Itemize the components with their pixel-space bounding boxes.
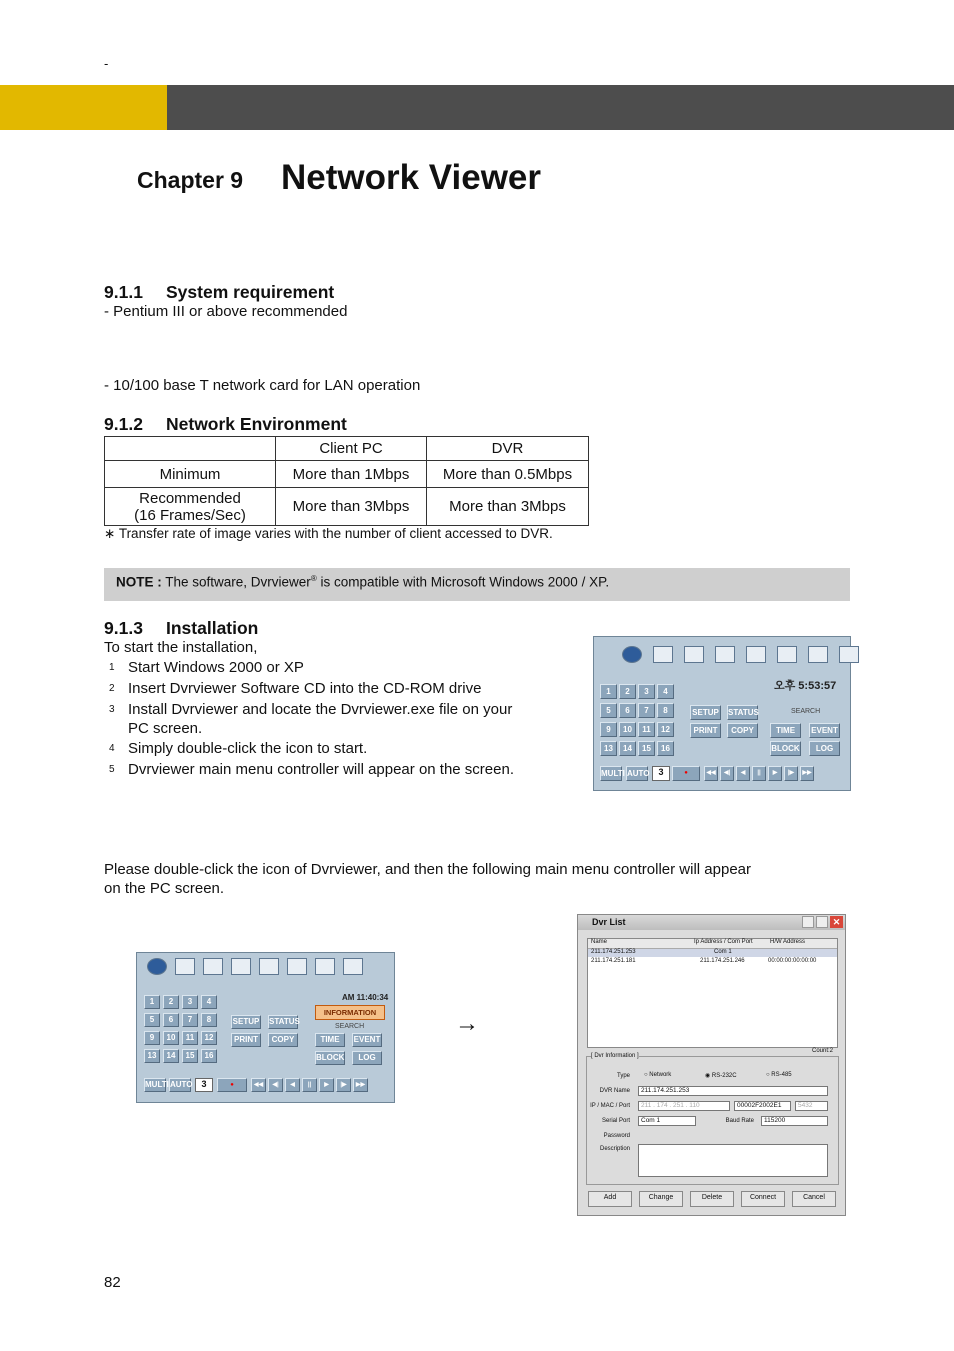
channel-button[interactable]: 13 xyxy=(600,741,617,756)
block-button[interactable]: BLOCK xyxy=(770,741,801,756)
time-button[interactable]: TIME xyxy=(770,723,801,738)
step-number: 3 xyxy=(109,704,115,715)
step-forward-icon[interactable]: |▶ xyxy=(784,766,798,781)
table-row xyxy=(105,488,589,526)
change-button[interactable]: Change xyxy=(639,1191,683,1207)
column-header: Ip Address / Com Port xyxy=(694,939,753,945)
fast-forward-icon[interactable]: ▶▶ xyxy=(353,1078,368,1092)
cell: 211.174.251.253 xyxy=(591,949,636,955)
rewind-icon[interactable]: ◀◀ xyxy=(251,1078,266,1092)
cancel-button[interactable]: Cancel xyxy=(792,1191,836,1207)
page-number: 82 xyxy=(104,1274,121,1291)
radio-label: RS-232C xyxy=(711,1073,737,1079)
header-dash: - xyxy=(104,56,109,71)
header-bar-accent xyxy=(0,85,167,130)
connect-button[interactable]: Connect xyxy=(741,1191,785,1207)
channel-button[interactable]: 4 xyxy=(201,995,217,1009)
section-heading-911 xyxy=(104,282,334,303)
channel-button[interactable]: 4 xyxy=(657,684,674,699)
channel-button[interactable]: 16 xyxy=(657,741,674,756)
step-back-icon[interactable]: ◀| xyxy=(720,766,734,781)
channel-button[interactable]: 1 xyxy=(144,995,160,1009)
radio-label: RS-485 xyxy=(771,1072,792,1078)
note-body: is compatible with Microsoft Windows 2000 / XP. xyxy=(316,574,610,590)
play-back-icon[interactable]: ◀ xyxy=(736,766,750,781)
radio-rs232c[interactable]: ◉ RS-232C xyxy=(705,1073,737,1079)
delete-button[interactable]: Delete xyxy=(690,1191,734,1207)
search-label: SEARCH xyxy=(791,708,821,715)
port-field[interactable]: 5432 xyxy=(795,1101,828,1111)
step-text: Start Windows 2000 or XP xyxy=(128,659,304,676)
cell: 00:00:00:00:00:00 xyxy=(768,958,817,964)
description-label: Description xyxy=(599,1146,630,1152)
step-number: 2 xyxy=(109,683,115,694)
split-icon[interactable] xyxy=(259,958,279,975)
split-count-stepper[interactable]: 3 xyxy=(652,766,670,781)
channel-button[interactable]: 9 xyxy=(144,1031,160,1045)
channel-button[interactable]: 14 xyxy=(619,741,636,756)
radio-network[interactable]: ○ Network xyxy=(644,1072,672,1078)
monitor-icon[interactable] xyxy=(653,646,673,663)
intro-paragraph-line: Please double-click the icon of Dvrviewer, and then the following main menu controller will appear xyxy=(104,861,752,878)
channel-button[interactable]: 6 xyxy=(619,703,636,718)
auto-button[interactable]: AUTO xyxy=(169,1078,191,1092)
channel-button[interactable]: 6 xyxy=(163,1013,179,1027)
step-text: PC screen. xyxy=(128,720,203,737)
table-cell: More than 0.5Mbps xyxy=(427,461,589,488)
group-label: [ Dvr Information ] xyxy=(591,1053,639,1059)
dvr-name-field[interactable]: 211.174.251.253 xyxy=(638,1086,828,1096)
clock-readout: 오후 5:53:57 xyxy=(774,680,837,692)
section-title: System requirement xyxy=(166,282,335,302)
split-count-stepper[interactable]: 3 xyxy=(195,1078,213,1092)
rewind-icon[interactable]: ◀◀ xyxy=(704,766,718,781)
dialog-titlebar xyxy=(578,915,845,930)
dialog-title: Dvr List xyxy=(592,917,626,927)
maximize-icon[interactable] xyxy=(816,916,828,928)
controller-screenshot-2 xyxy=(136,952,395,1103)
status-button[interactable]: STATUS xyxy=(268,1015,298,1029)
registered-mark: ® xyxy=(310,574,317,583)
password-label: Password xyxy=(603,1133,630,1139)
window-icon[interactable] xyxy=(231,958,251,975)
channel-button[interactable]: 10 xyxy=(619,722,636,737)
section-heading-913 xyxy=(104,618,258,639)
header-bar xyxy=(167,85,954,130)
table-row xyxy=(105,461,589,488)
radio-rs485[interactable]: ○ RS-485 xyxy=(766,1072,792,1078)
play-icon[interactable]: ▶ xyxy=(319,1078,334,1092)
auto-button[interactable]: AUTO xyxy=(626,766,648,781)
channel-button[interactable]: 11 xyxy=(182,1031,198,1045)
cell: Com 1 xyxy=(714,949,732,955)
section-title: Installation xyxy=(166,618,259,638)
dvr-name-label: DVR Name xyxy=(599,1088,630,1094)
step-text: Dvrviewer main menu controller will appear on the screen. xyxy=(128,761,515,778)
network-table xyxy=(104,436,589,526)
table-footnote: ∗ Transfer rate of image varies with the number of client accessed to DVR. xyxy=(104,526,553,541)
dvr-list-dialog xyxy=(577,914,846,1216)
close-icon[interactable]: ✕ xyxy=(830,916,843,928)
channel-button[interactable]: 2 xyxy=(619,684,636,699)
dvr-list[interactable] xyxy=(587,938,838,1048)
step-text: Simply double-click the icon to start. xyxy=(128,740,368,757)
cell: 211.174.251.246 xyxy=(700,958,745,964)
channel-button[interactable]: 1 xyxy=(600,684,617,699)
search-label: SEARCH xyxy=(335,1023,365,1030)
globe-icon[interactable] xyxy=(622,646,642,663)
channel-button[interactable]: 8 xyxy=(201,1013,217,1027)
log-button[interactable]: LOG xyxy=(809,741,840,756)
ip-label: IP / MAC / Port xyxy=(590,1103,630,1109)
cell-line: (16 Frames/Sec) xyxy=(134,506,246,524)
channel-button[interactable]: 5 xyxy=(600,703,617,718)
minimize-icon[interactable] xyxy=(802,916,814,928)
column-header: H/W Address xyxy=(770,939,806,945)
section-heading-912 xyxy=(104,414,347,435)
add-button[interactable]: Add xyxy=(588,1191,632,1207)
channel-button[interactable]: 12 xyxy=(201,1031,217,1045)
block-button[interactable]: BLOCK xyxy=(315,1051,345,1065)
channel-button[interactable]: 5 xyxy=(144,1013,160,1027)
print-button[interactable]: PRINT xyxy=(231,1033,261,1047)
channel-button[interactable]: 10 xyxy=(163,1031,179,1045)
search-icon[interactable] xyxy=(684,646,704,663)
channel-button[interactable]: 15 xyxy=(638,741,655,756)
multi-button[interactable]: MULTI xyxy=(144,1078,166,1092)
setup-button[interactable]: SETUP xyxy=(690,705,721,720)
section-number: 9.1.1 xyxy=(104,282,143,302)
serial-port-label: Serial Port xyxy=(601,1118,630,1124)
list-count: Count:2 xyxy=(812,1048,834,1054)
channel-button[interactable]: 7 xyxy=(638,703,655,718)
section-title: Network Environment xyxy=(166,414,347,434)
step-number: 4 xyxy=(109,743,115,754)
clock-readout: AM 11:40:34 xyxy=(342,993,389,1002)
note-body: The software, Dvrviewer xyxy=(161,574,311,590)
list-header xyxy=(588,939,837,949)
table-header-cell: Client PC xyxy=(276,437,427,461)
globe-icon[interactable] xyxy=(147,958,167,975)
section-number: 9.1.2 xyxy=(104,414,143,434)
mac-field[interactable]: 00002F2002E1 xyxy=(734,1101,791,1111)
check-icon[interactable] xyxy=(808,646,828,663)
event-button[interactable]: EVENT xyxy=(809,723,840,738)
serial-port-select[interactable]: Com 1 xyxy=(638,1116,696,1126)
list-item[interactable] xyxy=(588,949,837,957)
channel-button[interactable]: 15 xyxy=(182,1049,198,1063)
channel-button[interactable]: 12 xyxy=(657,722,674,737)
arrow-right-icon: → xyxy=(455,1010,479,1037)
step-forward-icon[interactable]: |▶ xyxy=(336,1078,351,1092)
monitor-icon[interactable] xyxy=(175,958,195,975)
cell: 211.174.251.181 xyxy=(591,958,636,964)
channel-button[interactable]: 3 xyxy=(182,995,198,1009)
cell-line: Recommended xyxy=(139,489,241,507)
table-cell: More than 3Mbps xyxy=(276,488,427,526)
requirement-network: - 10/100 base T network card for LAN operation xyxy=(104,377,421,394)
channel-button[interactable]: 2 xyxy=(163,995,179,1009)
baud-rate-select[interactable]: 115200 xyxy=(761,1116,828,1126)
multi-button[interactable]: MULTI xyxy=(600,766,622,781)
channel-button[interactable]: 16 xyxy=(201,1049,217,1063)
copy-button[interactable]: COPY xyxy=(727,723,758,738)
channel-button[interactable]: 13 xyxy=(144,1049,160,1063)
table-header-cell xyxy=(105,437,276,461)
channel-button[interactable]: 3 xyxy=(638,684,655,699)
channel-button[interactable]: 9 xyxy=(600,722,617,737)
table-cell xyxy=(105,488,276,526)
table-cell: More than 1Mbps xyxy=(276,461,427,488)
channel-button[interactable]: 11 xyxy=(638,722,655,737)
window-icon[interactable] xyxy=(715,646,735,663)
note-label: NOTE : xyxy=(116,574,162,590)
fast-forward-icon[interactable]: ▶▶ xyxy=(800,766,814,781)
pause-icon[interactable]: || xyxy=(752,766,766,781)
chapter-label: Chapter 9 xyxy=(137,167,244,193)
description-field[interactable] xyxy=(638,1144,828,1177)
copy-button[interactable]: COPY xyxy=(268,1033,298,1047)
check-icon[interactable] xyxy=(315,958,335,975)
table-header-row xyxy=(105,437,589,461)
baud-rate-label: Baud Rate xyxy=(725,1118,754,1124)
log-button[interactable]: LOG xyxy=(352,1051,382,1065)
table-cell: Minimum xyxy=(105,461,276,488)
requirement-cpu: - Pentium III or above recommended xyxy=(104,303,348,320)
note-text xyxy=(116,574,609,590)
status-button[interactable]: STATUS xyxy=(727,705,758,720)
split-icon[interactable] xyxy=(746,646,766,663)
play-icon[interactable]: ▶ xyxy=(768,766,782,781)
setup-button[interactable]: SETUP xyxy=(231,1015,261,1029)
channel-button[interactable]: 7 xyxy=(182,1013,198,1027)
step-back-icon[interactable]: ◀| xyxy=(268,1078,283,1092)
table-cell: More than 3Mbps xyxy=(427,488,589,526)
ip-field[interactable]: 211 . 174 . 251 . 110 xyxy=(638,1101,730,1111)
page-title: Network Viewer xyxy=(281,158,542,197)
channel-button[interactable]: 14 xyxy=(163,1049,179,1063)
time-button[interactable]: TIME xyxy=(315,1033,345,1047)
information-button[interactable]: INFORMATION xyxy=(315,1005,385,1020)
section-number: 9.1.3 xyxy=(104,618,143,638)
intro-paragraph-line: on the PC screen. xyxy=(104,880,225,897)
step-number: 1 xyxy=(109,662,115,673)
radio-label: Network xyxy=(649,1072,672,1078)
pause-icon[interactable]: || xyxy=(302,1078,317,1092)
event-button[interactable]: EVENT xyxy=(352,1033,382,1047)
channel-button[interactable]: 8 xyxy=(657,703,674,718)
step-number: 5 xyxy=(109,764,115,775)
step-text: Install Dvrviewer and locate the Dvrviewer.exe file on your xyxy=(128,701,513,718)
record-icon[interactable]: ● xyxy=(672,766,700,781)
grid-icon[interactable] xyxy=(287,958,307,975)
type-label: Type xyxy=(616,1073,630,1079)
search-icon[interactable] xyxy=(203,958,223,975)
minimize-icon[interactable] xyxy=(839,646,859,663)
record-icon[interactable]: ● xyxy=(217,1078,247,1092)
minimize-icon[interactable] xyxy=(343,958,363,975)
table-header-cell: DVR xyxy=(427,437,589,461)
grid-icon[interactable] xyxy=(777,646,797,663)
controller-screenshot-1 xyxy=(593,636,851,791)
print-button[interactable]: PRINT xyxy=(690,723,721,738)
column-header: Name xyxy=(591,939,608,945)
list-item[interactable] xyxy=(588,958,837,966)
installation-intro: To start the installation, xyxy=(104,639,258,656)
step-text: Insert Dvrviewer Software CD into the CD-ROM drive xyxy=(128,680,482,697)
play-back-icon[interactable]: ◀ xyxy=(285,1078,300,1092)
